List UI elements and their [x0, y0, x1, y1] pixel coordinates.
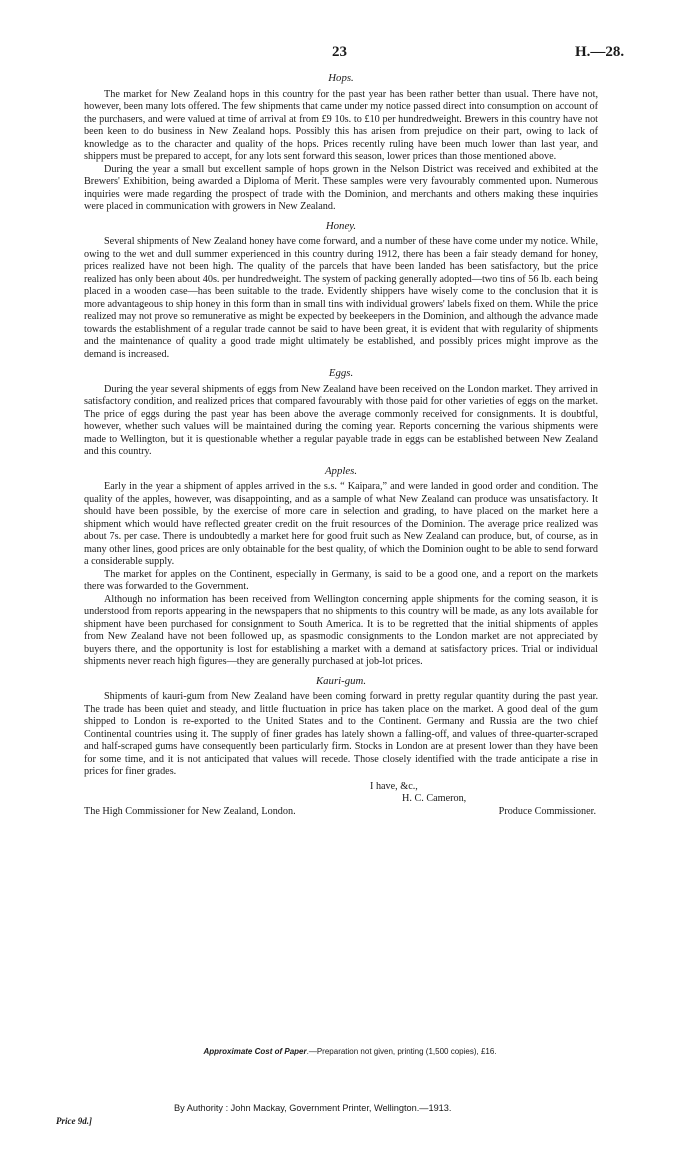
document-reference: H.—28. — [575, 44, 625, 60]
paragraph: Early in the year a shipment of apples arrived in the s.s. “ Kaipara,” and were landed in good order and condition. The quality of the apples, however, was disappointing, and as a sample of what New Zealand can produce was unsatisfactory. It should have been possible, by the exercise of more care in selection and grading, to have placed on the market here a shipment which would have reflected greater credit on the fruit resources of the Dominion. The average price realized was about 7s. per case. There is undoubtedly a market here for good fruit such as New Zealand can produce, but, of course, as in many other lines, good prices are only obtainable for the best quality, of which the Dominion ought to be able to send forward a considerable supply. — [84, 481, 598, 567]
cost-note — [0, 1047, 700, 1056]
printer-authority: By Authority : John Mackay, Government Printer, Wellington.—1913. — [174, 1103, 452, 1113]
paragraph: During the year several shipments of eggs from New Zealand have been received on the London market. They arrived in satisfactory condition, and realized prices that compared favourably with those paid for other varieties of eggs on the market. The price of eggs during the past year has been above the average commonly received for consignments. It is doubtful, however, whether such values will be maintained during the coming year. Reports concerning the various shipments were made to Wellington, but it is questionable whether a regular payable trade in eggs can be established between New Zealand and this country. — [84, 383, 598, 457]
section-title: Honey. — [325, 219, 357, 232]
section-title: Hops. — [328, 72, 354, 84]
section-title: Eggs. — [328, 367, 354, 379]
paragraph: Shipments of kauri-gum from New Zealand have been coming forward in pretty regular quantity during the past year. The trade has been quiet and steady, and little fluctuation in price has taken place on the market. A good deal of the gum shipped to London is re-exported to the United States and to the Continent. Germany and Russia are the two chief Continental countries using it. The supply of finer grades has lately shown a falling-off, and values of three-quarter-scraped and half-scraped gums have consequently been particularly firm. Stocks in London are at present lower than they have been for some time, and it is not anticipated that values will recede. Those closely identified with the trade anticipate a rise in prices for finer grades. — [84, 691, 598, 777]
document-body — [84, 72, 598, 818]
paragraph: The market for New Zealand hops in this country for the past year has been rather better than usual. There have not, however, been many lots offered. The few shipments that came under my notice passed direct into consumption on account of the purchasers, and were valued at time of arrival at from £9 10s. to £10 per hundredweight. Brewers in this country have not been keen to do business in New Zealand hops. Possibly this has arisen from prejudice on their part, owing to lack of knowledge as to the character and quality of the hops. Prices recently ruling have been much lower than last year, and shippers must be prepared to accept, for any lots sent forward this season, lower prices than those mentioned above. — [84, 88, 598, 162]
section-honey — [84, 220, 598, 362]
closing: I have, &c., — [370, 780, 418, 792]
price-label: Price 9d.] — [56, 1116, 92, 1126]
paragraph: The market for apples on the Continent, especially in Germany, is said to be a good one, and a report on the markets there was forwarded to the Government. — [84, 568, 598, 592]
section-kauri-gum — [84, 675, 598, 779]
section-apples — [84, 465, 598, 669]
addressee: The High Commissioner for New Zealand, London. — [84, 805, 296, 817]
paragraph: Although no information has been received from Wellington concerning apple shipments for the coming season, it is understood from reports appearing in the newspapers that no shipments to this country will be made, as any lots available for shipment have been purchased for consignment to South America. It is to be regretted that the initial shipments of apples from New Zealand have not been followed up, as spasmodic consignments to the London market are not appreciated by buyers there, and the opportunity is lost for establishing a market with a demand at satisfactory prices. Trial or individual shipments never reach high figures—they are generally purchased at job-lot prices. — [84, 593, 598, 667]
section-title: Kauri-gum. — [315, 674, 367, 687]
paragraph: Several shipments of New Zealand honey have come forward, and a number of these have come under my notice. While, owing to the wet and dull summer experienced in this country during 1912, there has been a fair steady demand for honey, prices realized have not been high. The quality of the parcels that have been landed has been satisfactory, but the price realized has only been about 40s. per hundredweight. The system of packing generally adopted—two tins of 56 lb. each being placed in a wooden case—has been suitable to the trade. Evidently shippers have wisely come to the conclusion that it is more advantageous to ship honey in this form than in small tins with individual growers' labels fixed on them. While the price realized may not prove so remunerative as might be expected by beekeepers in the Dominion, and although the advance made towards the establishment of a regular trade cannot be said to have been great, it is evident that with regularity of shipments and the maintenance of quality a good trade might ultimately be established, and possibly prices might improve as the demand is increased. — [84, 236, 598, 360]
paragraph: During the year a small but excellent sample of hops grown in the Nelson District was received and exhibited at the Brewers' Exhibition, being awarded a Diploma of Merit. These samples were very favourably commented upon. Numerous inquiries were made regarding the prospect of trade with the Dominion, and merchants and others making these inquiries were placed in communication with growers in New Zealand. — [84, 163, 598, 212]
page-number: 23 — [332, 44, 347, 60]
section-eggs — [84, 367, 598, 459]
signature-block — [84, 781, 598, 819]
signatory-name: H. C. Cameron, — [402, 793, 467, 804]
cost-text: .—Preparation not given, printing (1,500 copies), £16. — [306, 1047, 497, 1056]
signature-line — [84, 806, 598, 819]
section-title: Apples. — [324, 464, 358, 477]
signatory-title: Produce Commissioner. — [498, 805, 596, 817]
section-hops — [84, 72, 598, 214]
cost-label: Approximate Cost of Paper — [203, 1047, 307, 1056]
